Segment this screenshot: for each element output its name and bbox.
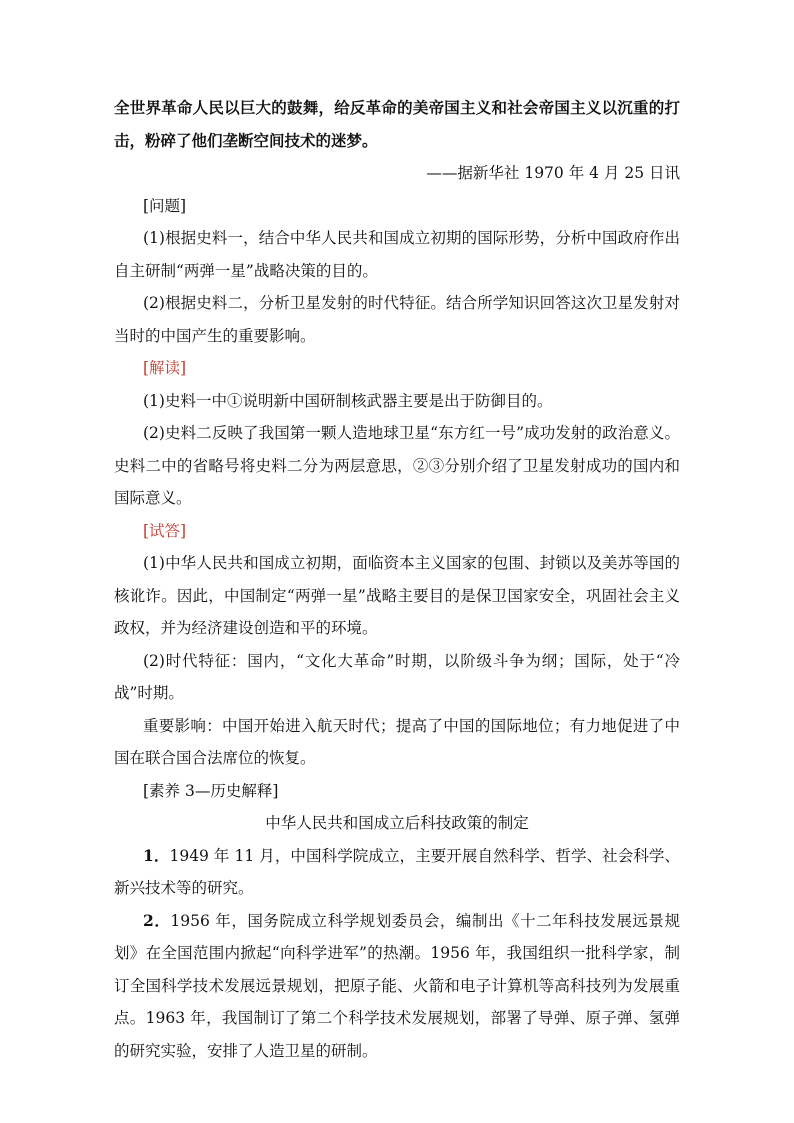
list-item — [114, 840, 680, 905]
list-item-text: 1956 年，国务院成立科学规划委员会，编制出《十二年科技发展远景规划》在全国范围内掀起“向科学进军”的热潮。1956 年，我国组织一批科学家，制订全国科学技术发展远景规划，把原子能、火箭和电子计算机等高科技列为发展重点。1963 年，我国制订了第二个科学技术发展规划，部署了导弹、原子弹、氢弹的研究实验，安排了人造卫星的研制。 — [114, 911, 680, 1060]
interpretation-1: (1)史料一中①说明新中国研制核武器主要是出于防御目的。 — [143, 391, 553, 410]
quote-source: ——据新华社 1970 年 4 月 25 日讯 — [426, 164, 680, 182]
answer-2: (2)时代特征：国内，“文化大革命”时期，以阶级斗争为纲；国际，处于“冷战”时期。 — [114, 651, 680, 702]
interpretation-2: (2)史料二反映了我国第一颗人造地球卫星“东方红一号”成功发射的政治意义。史料二中的省略号将史料二分为两层意思，②③分别介绍了卫星发射成功的国内和国际意义。 — [114, 424, 680, 507]
questions-label: [问题] — [143, 196, 187, 215]
list-item — [114, 905, 680, 1068]
answer-label: [试答] — [143, 521, 187, 540]
document-page — [114, 92, 680, 1067]
literacy-label-text: [素养 3—历史解释] — [143, 781, 279, 800]
answer-3: 重要影响：中国开始进入航天时代；提高了中国的国际地位；有力地促进了中国在联合国合法席位的恢复。 — [114, 716, 680, 767]
interpretation-label: [解读] — [143, 359, 187, 377]
list-item-number: 1． — [143, 845, 170, 865]
section-heading: 中华人民共和国成立后科技政策的制定 — [265, 814, 529, 832]
literacy-label — [114, 775, 680, 808]
answer-1: (1)中华人民共和国成立初期，面临资本主义国家的包围、封锁以及美苏等国的核讹诈。因此，中国制定“两弹一星”战略主要目的是保卫国家安全，巩固社会主义政权，并为经济建设创造和平的环境。 — [114, 554, 680, 637]
list-item-text: 1949 年 11 月，中国科学院成立，主要开展自然科学、哲学、社会科学、新兴技术等的研究。 — [114, 846, 680, 897]
quote-text: 全世界革命人民以巨大的鼓舞，给反革命的美帝国主义和社会帝国主义以沉重的打击，粉碎了他们垄断空间技术的迷梦。 — [114, 98, 680, 150]
list-item-number: 2． — [143, 910, 171, 930]
question-1: (1)根据史料一，结合中华人民共和国成立初期的国际形势，分析中国政府作出自主研制“两弹一星”战略决策的目的。 — [114, 229, 680, 280]
question-2: (2)根据史料二，分析卫星发射的时代特征。结合所学知识回答这次卫星发射对当时的中国产生的重要影响。 — [114, 294, 680, 345]
